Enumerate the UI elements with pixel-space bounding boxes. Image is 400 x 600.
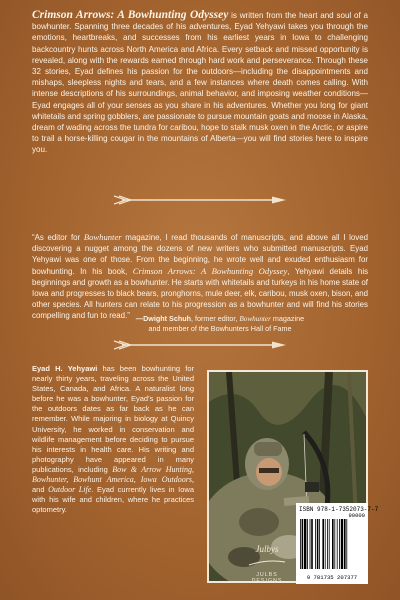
publisher-name-line2: DESIGNS (251, 578, 283, 584)
feather-icon (247, 559, 287, 567)
author-name: Eyad H. Yehyawi (32, 364, 98, 373)
magazine-title: Bowhunter (83, 232, 122, 242)
isbn-text: ISBN 978-1-7352073-7-7 (299, 506, 379, 513)
attribution-line2: and member of the Bowhunters Hall of Fame (148, 324, 292, 333)
attribution-name: —Dwight Schuh (135, 314, 192, 323)
description-body: is written from the heart and soul of a bowhunter. Spanning three decades of his adventures, Eyad Yehyawi takes you through the emotions, heartbreaks, and successes from his earliest years in Iowa to challenging backcountry hunts across North America and Africa. Every setback and missed opportunity is revealed, along with the rewards earned through hard work and perseverance. Through these 32 stories, Eyad defines his passion for the outdoors—including the disappointments and mishaps, sleepless nights and tears, and a few instances where death comes calling. With intense descriptions of his surroundings, animal behavior, and imposing weather conditions—Eyad engages all of your senses as you share in his adventures. Whether you long for giant whitetails and spring gobblers, are passionate to pursue mountain goats and moose in Alaska, dream of wading across the tundra for caribou, hope to stalk musk oxen in the Arctic, or aspire to trail a horse-killing cougar in the mountains of Alberta—you will find stories here to inspire you. (32, 11, 368, 155)
isbn-barcode (296, 503, 379, 584)
book-title-italic: Crimson Arrows: A Bowhunting Odyssey (132, 265, 288, 276)
endorsement-quote: “As editor for Bowhunter magazine, I read thousands of manuscripts, and above all I loved discovering a nugget among the dozens of new writers who submitted manuscripts. Eyad Yehyawi was one of those. From the beginning, he wrote well and exuded enthusiasm for bowhunting. In his book, Crimson Arrows: A Bowhunting Odyssey, Yehyawi details his beginnings and growth as a bowhunter. He starts with whitetails and turkeys in his home state of Iowa and progresses to black bears, pronghorns, mule deer, elk, caribou, musk oxen, bison, and other species. All hunters can relate to his progression as a bowhunter and will find his stories compelling and fun to read.” (32, 232, 369, 321)
book-description (32, 10, 368, 156)
author-bio: Eyad H. Yehyawi has been bowhunting for nearly thirty years, traveling across the United States, Canada, and Africa. A naturalist long before he was a bowhunter, Eyad’s passion for the outdoors dates as far back as he can remember. While majoring in biology at Quincy University, he worked in conservation and wildlife management before deciding to pursue his interests in health care. His writing and photography have appeared in many publications, including Bow & Arrow Hunting, Bowhunter, Bowhunt America, Iowa Outdoors, and Outdoor Life. Eyad currently lives in Iowa with his wife and children, where he practices optometry. (32, 364, 194, 515)
publisher-logo (243, 544, 291, 584)
barcode-digits: 9 781735 207377 (306, 574, 358, 581)
quote-attribution: —Dwight Schuh, former editor, Bowhunter magazine and member of the Bowhunters Hall of Fame (135, 314, 305, 333)
publication-list: Bow & Arrow Hunting, Bowhunter, Bowhunt America, Iowa Outdoors, (32, 464, 194, 485)
publisher-name-line1: JULBS (256, 572, 278, 578)
barcode-bars (299, 519, 365, 569)
arrow-divider-icon (112, 339, 288, 351)
publisher-script-mark: Julbys (255, 544, 279, 554)
price-code: 90000 (348, 512, 365, 519)
arrow-divider-icon (112, 194, 288, 206)
book-title: Crimson Arrows: A Bowhunting Odyssey (32, 9, 229, 21)
